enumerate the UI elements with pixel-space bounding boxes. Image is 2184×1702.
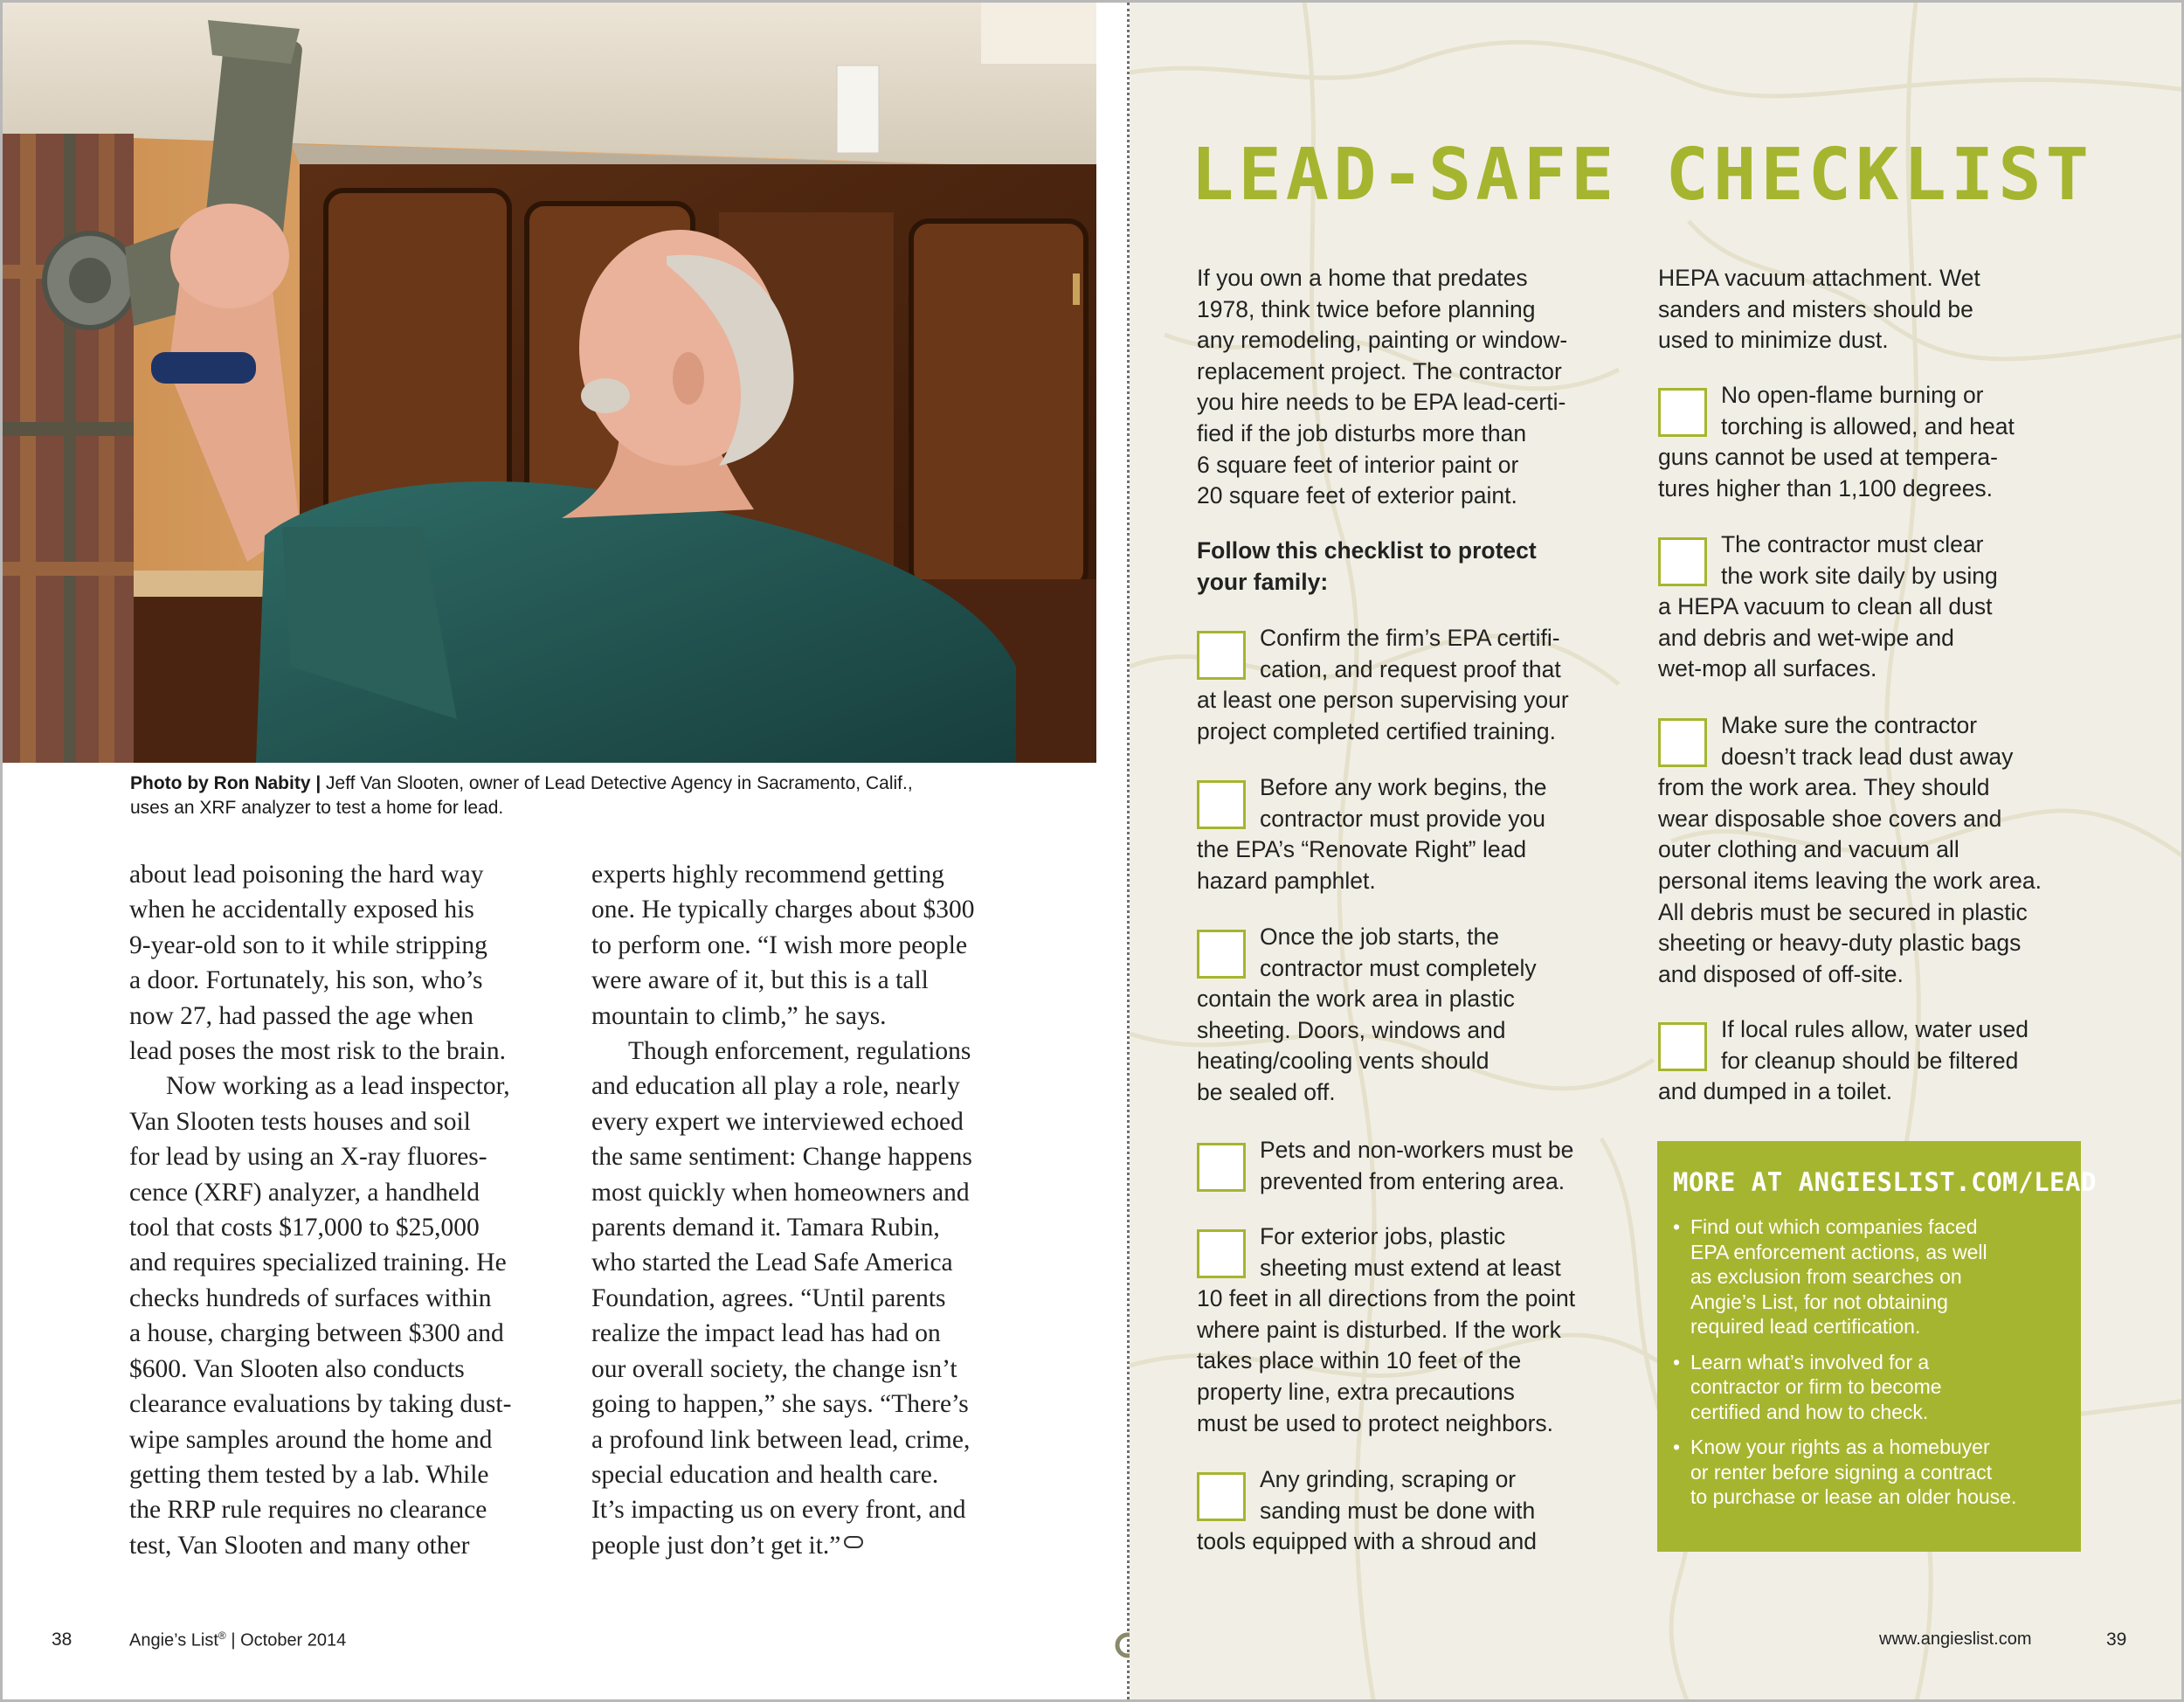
article-line: tool that costs $17,000 to $25,000 (129, 1214, 480, 1242)
intro-line: 1978, think twice before planning (1197, 295, 1536, 322)
item-line: wet-mop all surfaces. (1658, 655, 1877, 682)
article-line: and education all play a role, nearly (591, 1072, 960, 1101)
article-line: lead poses the most risk to the brain. (129, 1037, 506, 1066)
issue-date: October 2014 (240, 1630, 347, 1650)
item-line: be sealed off. (1197, 1078, 1336, 1105)
bullet-icon: • (1673, 1436, 1681, 1458)
article-line: Foundation, agrees. “Until parents (591, 1283, 946, 1312)
more-info-title[interactable]: MORE AT ANGIESLIST.COM/LEAD (1673, 1167, 2097, 1197)
item-line: 10 feet in all directions from the point (1197, 1285, 1576, 1312)
item-line: The contractor must clear (1721, 531, 1984, 557)
checklist-item (1197, 1221, 1575, 1439)
item-line: a HEPA vacuum to clean all dust (1658, 593, 1993, 620)
item-line: hazard pamphlet. (1197, 867, 1376, 894)
more-info-line: Find out which companies faced (1690, 1215, 1978, 1238)
article-line: when he accidentally exposed his (129, 896, 474, 924)
article-line: 9-year-old son to it while stripping (129, 931, 487, 959)
article-line: one. He typically charges about $300 (591, 896, 975, 924)
article-line: a door. Fortunately, his son, who’s (129, 966, 483, 995)
item-line: project completed certified training. (1197, 717, 1556, 744)
more-info-line: or renter before signing a contract (1690, 1460, 1993, 1484)
checklist-item (1658, 529, 1998, 685)
article-line: Van Slooten tests houses and soil (129, 1107, 471, 1136)
more-info-line: to purchase or lease an older house. (1690, 1485, 2017, 1508)
caption-separator: | (310, 773, 327, 793)
article-line: to perform one. “I wish more people (591, 931, 968, 959)
photo-credit: Photo by Ron Nabity (130, 773, 311, 793)
item-line: Before any work begins, the (1260, 774, 1547, 800)
article-line: every expert we interviewed echoed (591, 1107, 964, 1136)
article-line: Now working as a lead inspector, (166, 1072, 510, 1101)
article-line: now 27, had passed the age when (129, 1001, 474, 1030)
intro-line: If you own a home that predates (1197, 265, 1528, 291)
checklist-item (1197, 772, 1547, 896)
item-line: For exterior jobs, plastic (1260, 1223, 1506, 1249)
registered-mark: ® (218, 1629, 226, 1642)
item-line: heating/cooling vents should (1197, 1048, 1489, 1075)
article-line: for lead by using an X-ray fluores- (129, 1143, 487, 1172)
intro-line: any remodeling, painting or window- (1197, 327, 1568, 354)
article-line: were aware of it, but this is a tall (591, 966, 929, 995)
intro-line: 20 square feet of exterior paint. (1197, 482, 1517, 509)
item-line: HEPA vacuum attachment. Wet (1658, 265, 1980, 291)
article-line: our overall society, the change isn’t (591, 1354, 957, 1383)
item-line: must be used to protect neighbors. (1197, 1409, 1554, 1436)
item-line: Once the job starts, the (1260, 924, 1499, 950)
item-line: No open-flame burning or (1721, 382, 1984, 408)
item-line: wear disposable shoe covers and (1658, 805, 2002, 832)
item-line: outer clothing and vacuum all (1658, 836, 1959, 863)
page-number-left: 38 (52, 1629, 73, 1650)
article-line: Though enforcement, regulations (628, 1037, 971, 1066)
article-line: wipe samples around the home and (129, 1425, 493, 1454)
more-info-line: Learn what’s involved for a (1690, 1350, 1930, 1373)
more-info-box (1657, 1141, 2097, 1552)
article-line: most quickly when homeowners and (591, 1178, 970, 1207)
page-number-right: 39 (2106, 1629, 2127, 1650)
item-line: doesn’t track lead dust away (1721, 743, 2014, 770)
item-line: Any grinding, scraping or (1260, 1466, 1517, 1492)
article-line: parents demand it. Tamara Rubin, (591, 1214, 940, 1242)
item-line: sanders and misters should be (1658, 295, 1973, 322)
item-line: where paint is disturbed. If the work (1197, 1316, 1561, 1343)
photo-caption (130, 771, 1074, 820)
more-info-line: required lead certification. (1690, 1315, 1921, 1338)
item-line: torching is allowed, and heat (1721, 412, 2015, 439)
item-line: the work site daily by using (1721, 562, 1998, 589)
item-line: sheeting or heavy-duty plastic bags (1658, 930, 2022, 957)
item-line: prevented from entering area. (1260, 1167, 1565, 1194)
end-mark-icon (844, 1536, 863, 1548)
right-page (1130, 3, 2184, 1702)
item-line: tures higher than 1,100 degrees. (1658, 474, 1994, 502)
footer-separator: | (225, 1630, 241, 1650)
item-line: Pets and non-workers must be (1260, 1137, 1574, 1163)
more-info-line: as exclusion from searches on (1690, 1265, 1962, 1288)
more-info-item (1673, 1435, 2075, 1510)
item-line: All debris must be secured in plastic (1658, 898, 2028, 925)
item-line: for cleanup should be filtered (1721, 1047, 2019, 1074)
item-line: from the work area. They should (1658, 774, 1990, 801)
checklist-heading: LEAD-SAFE CHECKLIST (1191, 134, 2093, 217)
inspector-photo (3, 3, 1096, 763)
checklist-item (1658, 710, 2042, 990)
checklist-item (1197, 623, 1569, 747)
article-line: the same sentiment: Change happens (591, 1143, 972, 1172)
item-line: tools equipped with a shroud and (1197, 1528, 1537, 1555)
checklist-item (1197, 1464, 1537, 1558)
bullet-icon: • (1673, 1215, 1681, 1238)
item-line: guns cannot be used at tempera- (1658, 444, 1998, 471)
lead-in-line: Follow this checklist to protect (1197, 537, 1537, 564)
more-info-line: certified and how to check. (1690, 1400, 1929, 1423)
more-info-list (1673, 1214, 2075, 1520)
item-line: sheeting must extend at least (1260, 1254, 1561, 1281)
checklist-item (1197, 1135, 1573, 1197)
item-line: and debris and wet-wipe and (1658, 624, 1954, 651)
item-line: sheeting. Doors, windows and (1197, 1016, 1506, 1043)
article-line: cence (XRF) analyzer, a handheld (129, 1178, 480, 1207)
item-line: contractor must completely (1260, 954, 1537, 981)
article-line: special education and health care. (591, 1460, 939, 1489)
item-line: property line, extra precautions (1197, 1378, 1515, 1405)
article-line: a profound link between lead, crime, (591, 1425, 971, 1454)
article-line: experts highly recommend getting (591, 861, 944, 889)
item-line: and disposed of off-site. (1658, 960, 1904, 987)
article-column-1 (129, 857, 566, 1563)
article-line-end (591, 1528, 1028, 1563)
article-last-text: people just don’t get it.” (591, 1531, 841, 1560)
more-info-item (1673, 1350, 2075, 1425)
intro-line: fied if the job disturbs more than (1197, 419, 1527, 446)
article-line: mountain to climb,” he says. (591, 1001, 887, 1030)
item-line: Make sure the contractor (1721, 712, 1978, 738)
more-info-line: Angie’s List, for not obtaining (1690, 1290, 1948, 1313)
article-line: It’s impacting us on every front, and (591, 1496, 966, 1525)
bullet-icon: • (1673, 1350, 1681, 1373)
checklist-item (1658, 1014, 2028, 1108)
continued-text (1658, 263, 1980, 356)
intro-line: replacement project. The contractor (1197, 357, 1562, 384)
article-line: the RRP rule requires no clearance (129, 1496, 487, 1525)
item-line: sanding must be done with (1260, 1497, 1536, 1524)
article-line: getting them tested by a lab. While (129, 1460, 489, 1489)
item-line: at least one person supervising your (1197, 687, 1569, 714)
item-line: used to minimize dust. (1658, 327, 1889, 354)
item-line: takes place within 10 feet of the (1197, 1347, 1522, 1374)
publication-footer (129, 1629, 346, 1651)
article-line: clearance evaluations by taking dust- (129, 1390, 512, 1419)
item-line: contain the work area in plastic (1197, 986, 1515, 1013)
more-info-line: EPA enforcement actions, as well (1690, 1240, 1987, 1263)
article-line: going to happen,” she says. “There’s (591, 1390, 969, 1419)
item-line: cation, and request proof that (1260, 655, 1561, 682)
article-line: and requires specialized training. He (129, 1249, 507, 1277)
left-page (3, 3, 1128, 1702)
article-line: a house, charging between $300 and (129, 1319, 504, 1348)
website-footer[interactable]: www.angieslist.com (1879, 1629, 2032, 1649)
intro-line: you hire needs to be EPA lead-certi- (1197, 389, 1566, 416)
item-line: contractor must provide you (1260, 805, 1545, 832)
more-info-line: contractor or firm to become (1690, 1375, 1942, 1398)
item-line: If local rules allow, water used (1721, 1016, 2029, 1042)
intro-paragraph (1197, 263, 1567, 512)
item-line: and dumped in a toilet. (1658, 1078, 1893, 1105)
article-line: checks hundreds of surfaces within (129, 1283, 492, 1312)
publication-name: Angie’s List (129, 1630, 218, 1650)
caption-line: uses an XRF analyzer to test a home for lead. (130, 798, 504, 818)
checklist-item (1658, 380, 2015, 504)
item-line: the EPA’s “Renovate Right” lead (1197, 836, 1527, 863)
article-line: test, Van Slooten and many other (129, 1531, 470, 1560)
article-column-2 (591, 857, 1028, 1563)
item-line: personal items leaving the work area. (1658, 867, 2042, 894)
checklist-lead-in (1197, 536, 1537, 598)
checklist-item (1197, 922, 1537, 1109)
article-line: who started the Lead Safe America (591, 1249, 953, 1277)
lead-in-line: your family: (1197, 568, 1329, 595)
article-line: realize the impact lead has had on (591, 1319, 941, 1348)
item-line: Confirm the firm’s EPA certifi- (1260, 625, 1560, 651)
more-info-item (1673, 1214, 2075, 1339)
more-info-line: Know your rights as a homebuyer (1690, 1436, 1990, 1458)
caption-line: Jeff Van Slooten, owner of Lead Detective Agency in Sacramento, Calif., (326, 773, 913, 793)
article-line: $600. Van Slooten also conducts (129, 1354, 465, 1383)
intro-line: 6 square feet of interior paint or (1197, 451, 1519, 478)
article-line: about lead poisoning the hard way (129, 861, 484, 889)
